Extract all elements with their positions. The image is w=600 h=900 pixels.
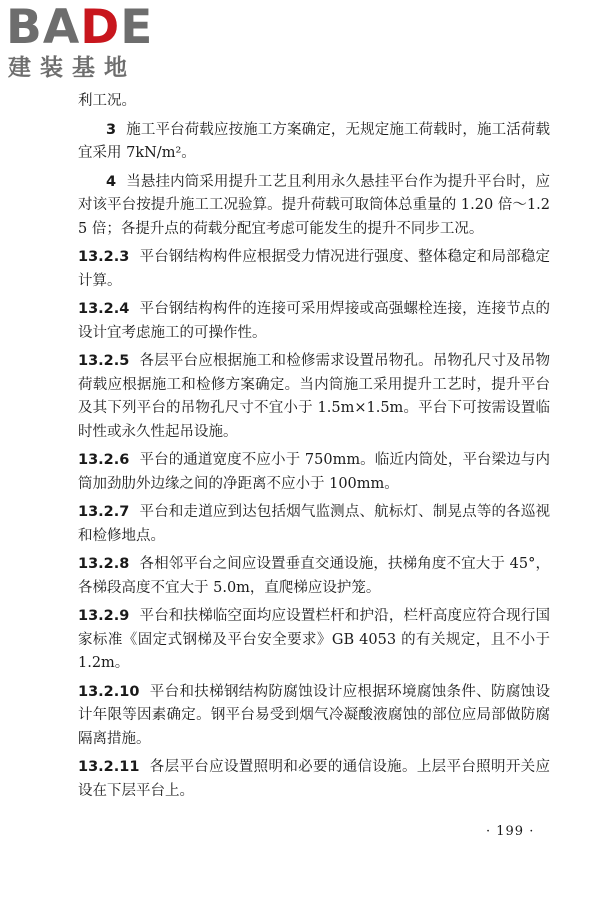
paragraph-text: 平台和走道应到达包括烟气监测点、航标灯、制晃点等的各巡视和检修地点。 xyxy=(78,504,550,544)
paragraph-text: 各层平台应设置照明和必要的通信设施。上层平台照明开关应设在下层平台上。 xyxy=(78,759,550,799)
paragraph-text: 施工平台荷载应按施工方案确定，无规定施工荷载时，施工活荷载宜采用 7kN/m²。 xyxy=(78,121,550,161)
clause-number: 13.2.11 xyxy=(78,759,140,775)
clause-13-2-8 xyxy=(78,553,550,600)
clause-number: 13.2.8 xyxy=(78,556,130,572)
brand-logo-subtitle: 建装基地 xyxy=(8,55,136,81)
clause-number: 13.2.3 xyxy=(78,249,130,265)
clause-13-2-5 xyxy=(78,350,550,444)
clause-13-2-3 xyxy=(78,246,550,293)
clause-13-2-11 xyxy=(78,756,550,803)
paragraph-text: 利工况。 xyxy=(78,93,136,109)
paragraph-text: 平台和扶梯钢结构防腐蚀设计应根据环境腐蚀条件、防腐蚀设计年限等因素确定。钢平台易受到烟气冷凝酸液腐蚀的部位应局部做防腐隔离措施。 xyxy=(78,683,550,747)
clause-13-2-4 xyxy=(78,298,550,345)
clause-number: 13.2.6 xyxy=(78,452,130,468)
paragraph-text: 平台钢结构构件应根据受力情况进行强度、整体稳定和局部稳定计算。 xyxy=(78,249,550,289)
clause-number: 13.2.7 xyxy=(78,504,130,520)
paragraph-continuation xyxy=(78,90,550,114)
clause-number: 13.2.10 xyxy=(78,683,140,700)
clause-number: 3 xyxy=(106,121,117,138)
brand-logo-wordmark: BADE xyxy=(6,0,154,55)
paragraph-text: 平台钢结构构件的连接可采用焊接或高强螺栓连接，连接节点的设计宜考虑施工的可操作性。 xyxy=(78,301,550,341)
paragraph-text: 平台和扶梯临空面均应设置栏杆和护沿，栏杆高度应符合现行国家标准《固定式钢梯及平台安全要求》GB 4053 的有关规定，且不小于 1.2m。 xyxy=(78,608,550,671)
clause-number: 13.2.9 xyxy=(78,608,130,624)
clause-number: 4 xyxy=(106,173,117,190)
paragraph-text: 各相邻平台之间应设置垂直交通设施，扶梯角度不宜大于 45°，各梯段高度不宜大于 5.0m，直爬梯应设护笼。 xyxy=(78,556,550,596)
clause-item-4 xyxy=(78,171,550,242)
paragraph-text: 各层平台应根据施工和检修需求设置吊物孔。吊物孔尺寸及吊物荷载应根据施工和检修方案确定。当内筒施工采用提升工艺时，提升平台及其下列平台的吊物孔尺寸不宜小于 1.5m×1.5m。平台下可按需设置临时性或永久性起吊设施。 xyxy=(78,353,550,440)
paragraph-text: 平台的通道宽度不应小于 750mm。临近内筒处，平台梁边与内筒加劲肋外边缘之间的净距离不应小于 100mm。 xyxy=(78,452,550,492)
clause-number: 13.2.5 xyxy=(78,353,130,369)
paragraph-text: 当悬挂内筒采用提升工艺且利用永久悬挂平台作为提升平台时，应对该平台按提升施工工况验算。提升荷载可取筒体总重量的 1.20 倍～1.25 倍；各提升点的荷载分配宜考虑可能发生的提升不同步工况。 xyxy=(78,173,550,237)
clause-number: 13.2.4 xyxy=(78,301,130,317)
brand-logo xyxy=(6,0,176,86)
clause-item-3 xyxy=(78,119,550,166)
clause-13-2-10 xyxy=(78,681,550,752)
page-number: · 199 · xyxy=(486,824,535,839)
clause-13-2-7 xyxy=(78,501,550,548)
document-body xyxy=(78,90,550,808)
clause-13-2-6 xyxy=(78,449,550,496)
clause-13-2-9 xyxy=(78,605,550,676)
